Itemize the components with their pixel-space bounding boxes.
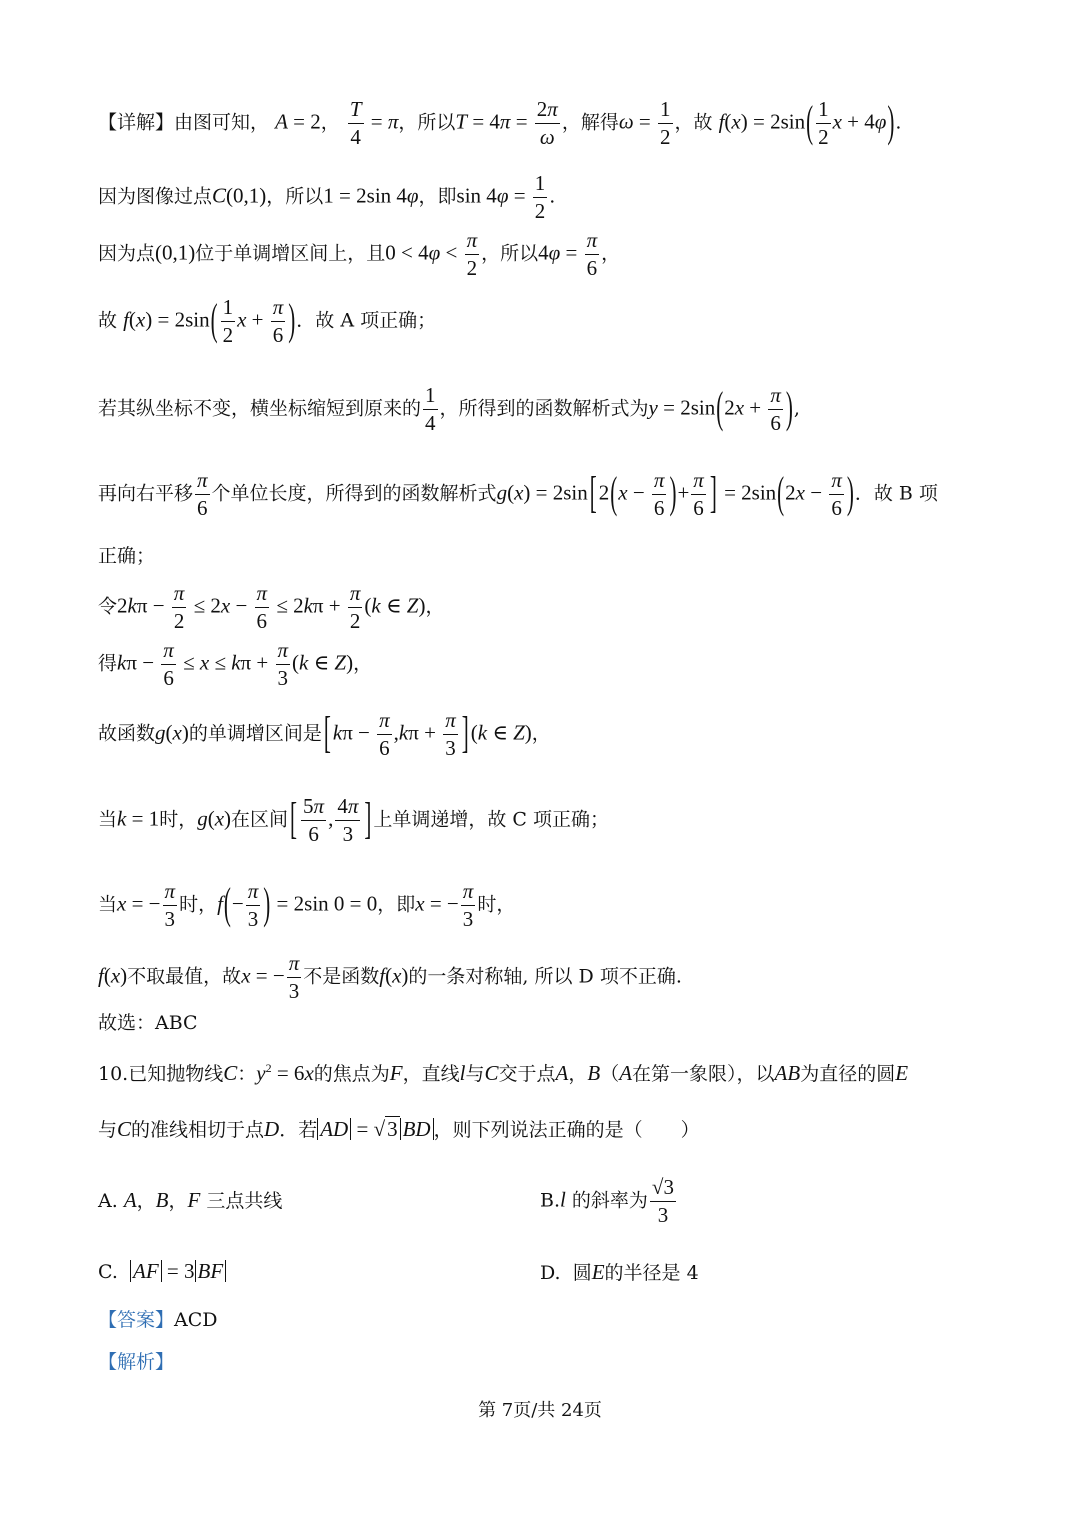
solution-line-2: 因为图像过点C(0,1)，所以1 = 2sin 4φ，即sin 4φ = $\frac{1}{2}$ .: [98, 171, 556, 224]
answer-tag: 【答案】: [98, 1309, 175, 1331]
question-10-line-2: 与C的准线相切于点D．若 AD = √3 BD ，则下列说法正确的是（ ）: [98, 1117, 700, 1141]
solution-line-11: 当k = 1时，g(x)在区间[ $\frac{5\pi}{6}$ , $\frac{4\pi}{3}$ ] 上单调递增，故 C 项正确；: [98, 792, 609, 847]
solution-line-5: 若其纵坐标不变，横坐标缩短到原来的 $\frac{1}{4}$ ，所得到的函数解析式为y = 2sin(2x + $\frac{\pi}{6}$ ),: [98, 381, 800, 436]
solution-line-12: 当x = − $\frac{\pi}{3}$ 时，f(− $\frac{\pi}{3}$ ) = 2sin 0 = 0，即x = − $\frac{\pi}{3}$ 时，: [98, 877, 516, 932]
solution-line-8: 令2kπ − $\frac{\pi}{2}$ ≤ 2x − $\frac{\pi}{6}$ ≤ 2kπ + $\frac{\pi}{2}$ (k ∈ Z)，: [98, 581, 445, 634]
option-c[interactable]: C. AF = 3 BF: [98, 1260, 226, 1282]
solution-line-7: 正确；: [98, 545, 156, 567]
solution-line-9: 得kπ − $\frac{\pi}{6}$ ≤ x ≤ kπ + $\frac{\pi}{3}$ (k ∈ Z)，: [98, 638, 373, 691]
solution-line-4: 故 f(x) = 2sin( $\frac{1}{2}$ x + $\frac{\pi}{6}$ )．故 A 项正确；: [98, 293, 437, 348]
question-number: 10.: [98, 1063, 129, 1085]
page-footer: 第 7页/共 24页: [478, 1400, 602, 1421]
option-b[interactable]: B.l 的斜率为 $\frac{√3}{3}$: [540, 1175, 674, 1228]
option-a[interactable]: A. A，B，F 三点共线: [98, 1188, 283, 1212]
analysis-line: [98, 1353, 174, 1372]
solution-line-10: 故函数g(x)的单调增区间是[kπ − $\frac{\pi}{6}$ ,kπ + $\frac{\pi}{3}$ ](k ∈ Z)，: [98, 706, 551, 761]
solution-choice: 故选：ABC: [98, 1012, 198, 1034]
answer-value: ACD: [174, 1309, 218, 1331]
question-10-line-1: 10.已知抛物线C：$y^2 = 6x$的焦点为F，直线l与C交于点A，B（A在第一象限），以AB为直径的圆E: [98, 1061, 909, 1085]
option-d[interactable]: D. 圆E的半径是 4: [540, 1260, 699, 1284]
analysis-tag: 【解析】: [98, 1351, 175, 1373]
answer-line: [98, 1311, 218, 1330]
solution-line-13: f(x)不取最值，故x = − $\frac{\pi}{3}$ 不是函数f(x)的一条对称轴, 所以 D 项不正确.: [98, 951, 682, 1004]
solution-line-3: 因为点(0,1)位于单调增区间上，且0 < 4φ < $\frac{\pi}{2}$ ，所以4φ = $\frac{\pi}{6}$ ，: [98, 228, 621, 281]
solution-line-1: 【详解】由图可知， A = 2， $\frac{T}{4}$ = π，所以T = 4π = $\frac{2\pi}{\omega}$ ，解得ω = $\frac{1}{2}$ ，故 f(x) = 2sin( $\frac{1}{2}$ x + 4φ).: [98, 95, 902, 150]
solution-line-6: 再向右平移 $\frac{\pi}{6}$ 个单位长度，所得到的函数解析式g(x) = 2sin[2(x − $\frac{\pi}{6}$ )+ $\frac{\pi}{6}$ ] = 2sin(2x − $\frac{\pi}{6}$ )．故 B 项: [98, 466, 938, 521]
detail-tag: 【详解】: [98, 111, 175, 134]
